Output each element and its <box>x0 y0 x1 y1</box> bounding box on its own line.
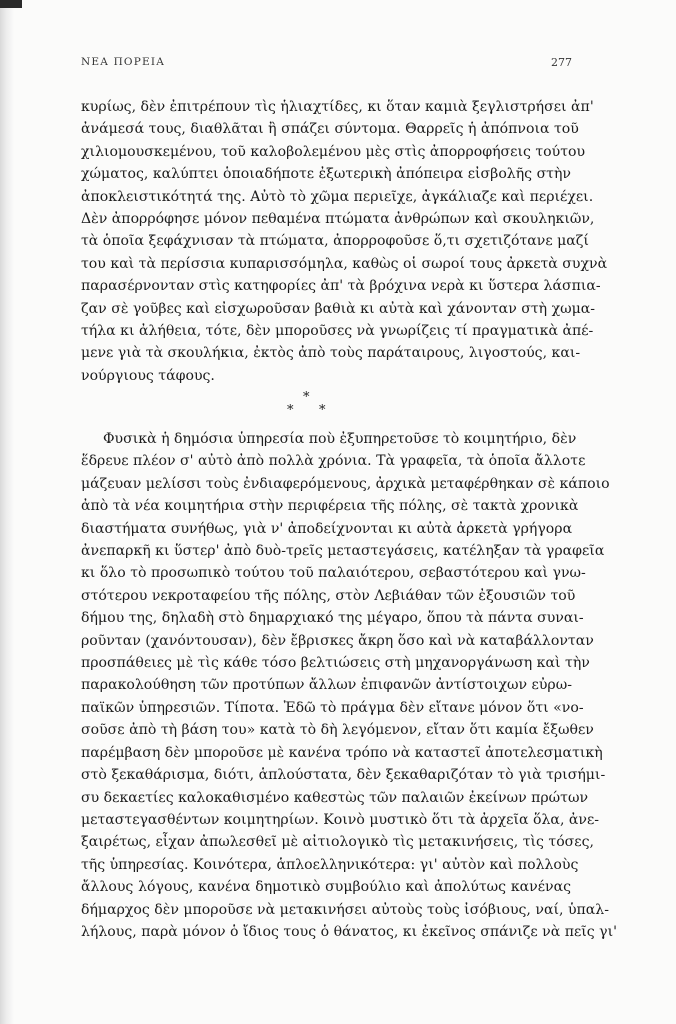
text-line: του καὶ τὰ περίσσια κυπαρισσόμηλα, καθὼς οἱ σωροί τους ἀρκετὰ συχνὰ <box>81 255 608 272</box>
section-separator <box>262 390 382 420</box>
text-line: ἀνεπαρκῆ κι ὕστερ' ἀπὸ δυὸ-τρεῖς μεταστεγάσεις, κατέληξαν τὰ γραφεῖα <box>81 543 605 560</box>
text-line: τήλα κι ἀλήθεια, τότε, δὲν μποροῦσες νὰ γνωρίζεις τί πραγματικὰ ἀπέ- <box>81 323 594 340</box>
text-line: τὰ ὁποῖα ξεφάχνισαν τὰ πτώματα, ἀπορροφοῦσε ὅ,τι σχετιζότανε μαζί <box>81 233 589 250</box>
text-line: ἀνάμεσά τους, διαθλᾶται ἢ σπάζει σύντομα. Θαρρεῖς ἡ ἀπόπνοια τοῦ <box>81 121 579 138</box>
text-line: προσπάθειες μὲ τὶς κάθε τόσο βελτιώσεις στὴ μηχανοργάνωση καὶ τὴν <box>81 655 590 672</box>
text-line: δήμου της, δηλαδὴ στὸ δημαρχιακό της μέγαρο, ὅπου τὰ πάντα συναι- <box>81 610 584 627</box>
separator-asterisk-top: * <box>303 390 310 405</box>
text-line: μενε γιὰ τὰ σκουλήκια, ἐκτὸς ἀπὸ τοὺς παράταιρους, λιγοστούς, και- <box>81 345 581 362</box>
text-line: μάζευαν μελίσσι τοὺς ἐνδιαφερόμενους, ἀρχικὰ μεταφέρθηκαν σὲ κάποιο <box>81 475 610 492</box>
running-head: ΝΕΑ ΠΟΡΕΙΑ <box>81 56 165 68</box>
paragraph-1 <box>81 96 608 387</box>
text-line: ξαιρέτως, εἶχαν ἀπωλεσθεῖ μὲ αἰτιολογικὸ τὶς μετακινήσεις, τὶς τόσες, <box>81 834 594 851</box>
text-line: στότερου νεκροταφείου τῆς πόλης, στὸν Λεβιάθαν τῶν ἐξουσιῶν τοῦ <box>81 587 576 604</box>
page-edge-shadow <box>0 0 14 1024</box>
separator-asterisk-left: * <box>287 403 294 418</box>
scan-corner-mark <box>0 0 22 8</box>
text-line: παϊκῶν ὑπηρεσιῶν. Τίποτα. Ἐδῶ τὸ πράγμα δὲν εἴτανε μόνον ὅτι «νο- <box>81 699 584 716</box>
text-line: διαστήματα συνήθως, γιὰ ν' ἀποδείχνονται κι αὐτὰ ἀρκετὰ γρήγορα <box>81 520 573 537</box>
text-line: παρασέρνονταν στὶς κατηφορίες ἀπ' τὰ βρόχινα νερὰ κι ὕστερα λάσπια- <box>81 278 601 295</box>
text-line: λήλους, παρὰ μόνον ὁ ἴδιος τους ὁ θάνατος, κι ἐκεῖνος σπάνιζε νὰ πεῖς γι' <box>81 923 618 940</box>
page-number: 277 <box>551 56 572 69</box>
text-line: μεταστεγασθέντων κοιμητηρίων. Κοινὸ μυστικὸ ὅτι τὰ ἀρχεῖα ὅλα, ἀνε- <box>81 811 600 828</box>
text-line: χιλιομουσκεμένου, τοῦ καλοβολεμένου μὲς στὶς ἀπορροφήσεις τούτου <box>81 143 586 160</box>
text-line: συ δεκαετίες καλοκαθισμένο καθεστὼς τῶν παλαιῶν ἐκείνων πρώτων <box>81 789 589 806</box>
text-line: παρέμβαση δὲν μποροῦσε μὲ κανένα τρόπο νὰ καταστεῖ ἀποτελεσματικὴ <box>81 744 603 761</box>
text-line: σοῦσε ἀπὸ τὴ βάση του» κατὰ τὸ δὴ λεγόμενον, εἴταν ὅτι καμία ἔξωθεν <box>81 722 594 739</box>
text-line: Δὲν ἀπορρόφησε μόνον πεθαμένα πτώματα ἀνθρώπων καὶ σκουληκιῶν, <box>81 211 595 228</box>
text-line: ζαν σὲ γοῦβες καὶ εἰσχωροῦσαν βαθιὰ κι αὐτὰ καὶ χάνονταν στὴ χωμα- <box>81 300 596 317</box>
paragraph-2 <box>81 428 618 943</box>
text-line: κυρίως, δὲν ἐπιτρέπουν τὶς ἡλιαχτίδες, κι ὅταν καμιὰ ξεγλιστρήσει ἀπ' <box>81 99 594 115</box>
text-line: κι ὅλο τὸ προσωπικὸ τούτου τοῦ παλαιότερου, σεβαστότερου καὶ γνω- <box>81 565 586 582</box>
text-line: στὸ ξεκαθάρισμα, διότι, ἁπλούστατα, δὲν ξεκαθαριζόταν τὸ γιὰ τρισήμι- <box>81 767 606 784</box>
text-line: τῆς ὑπηρεσίας. Κοινότερα, ἁπλοελληνικότερα: γι' αὐτὸν καὶ πολλοὺς <box>81 856 579 873</box>
separator-asterisk-right: * <box>319 403 326 418</box>
text-line: Φυσικὰ ἡ δημόσια ὑπηρεσία ποὺ ἐξυπηρετοῦσε τὸ κοιμητήριο, δὲν <box>103 431 577 447</box>
text-line: νούργιους τάφους. <box>81 367 215 384</box>
text-line: ροῦνταν (χανόντουσαν), δὲν ἔβρισκες ἄκρη ὅσο καὶ νὰ καταβάλλονταν <box>81 632 594 649</box>
text-line: χώματος, καλύπτει ὁποιαδήποτε ἐξωτερικὴ ἀπόπειρα εἰσβολῆς στὴν <box>81 166 571 183</box>
text-line: ἄλλους λόγους, κανένα δημοτικὸ συμβούλιο καὶ ἀπολύτως κανένας <box>81 879 571 896</box>
text-line: δήμαρχος δὲν μποροῦσε νὰ μετακινήσει αὐτοὺς τοὺς ἰσόβιους, ναί, ὑπαλ- <box>81 901 610 918</box>
text-line: ἀποκλειστικότητά της. Αὐτὸ τὸ χῶμα περιεῖχε, ἀγκάλιαζε καὶ περιέχει. <box>81 188 594 205</box>
text-line: ἕδρευε πλέον σ' αὐτὸ ἀπὸ πολλὰ χρόνια. Τὰ γραφεῖα, τὰ ὁποῖα ἄλλοτε <box>81 453 586 470</box>
text-line: παρακολούθηση τῶν προτύπων ἄλλων ἐπιφανῶν ἀντίστοιχων εὐρω- <box>81 677 572 694</box>
text-line: ἀπὸ τὰ νέα κοιμητήρια στὴν περιφέρεια τῆς πόλης, σὲ τακτὰ χρονικὰ <box>81 498 579 515</box>
